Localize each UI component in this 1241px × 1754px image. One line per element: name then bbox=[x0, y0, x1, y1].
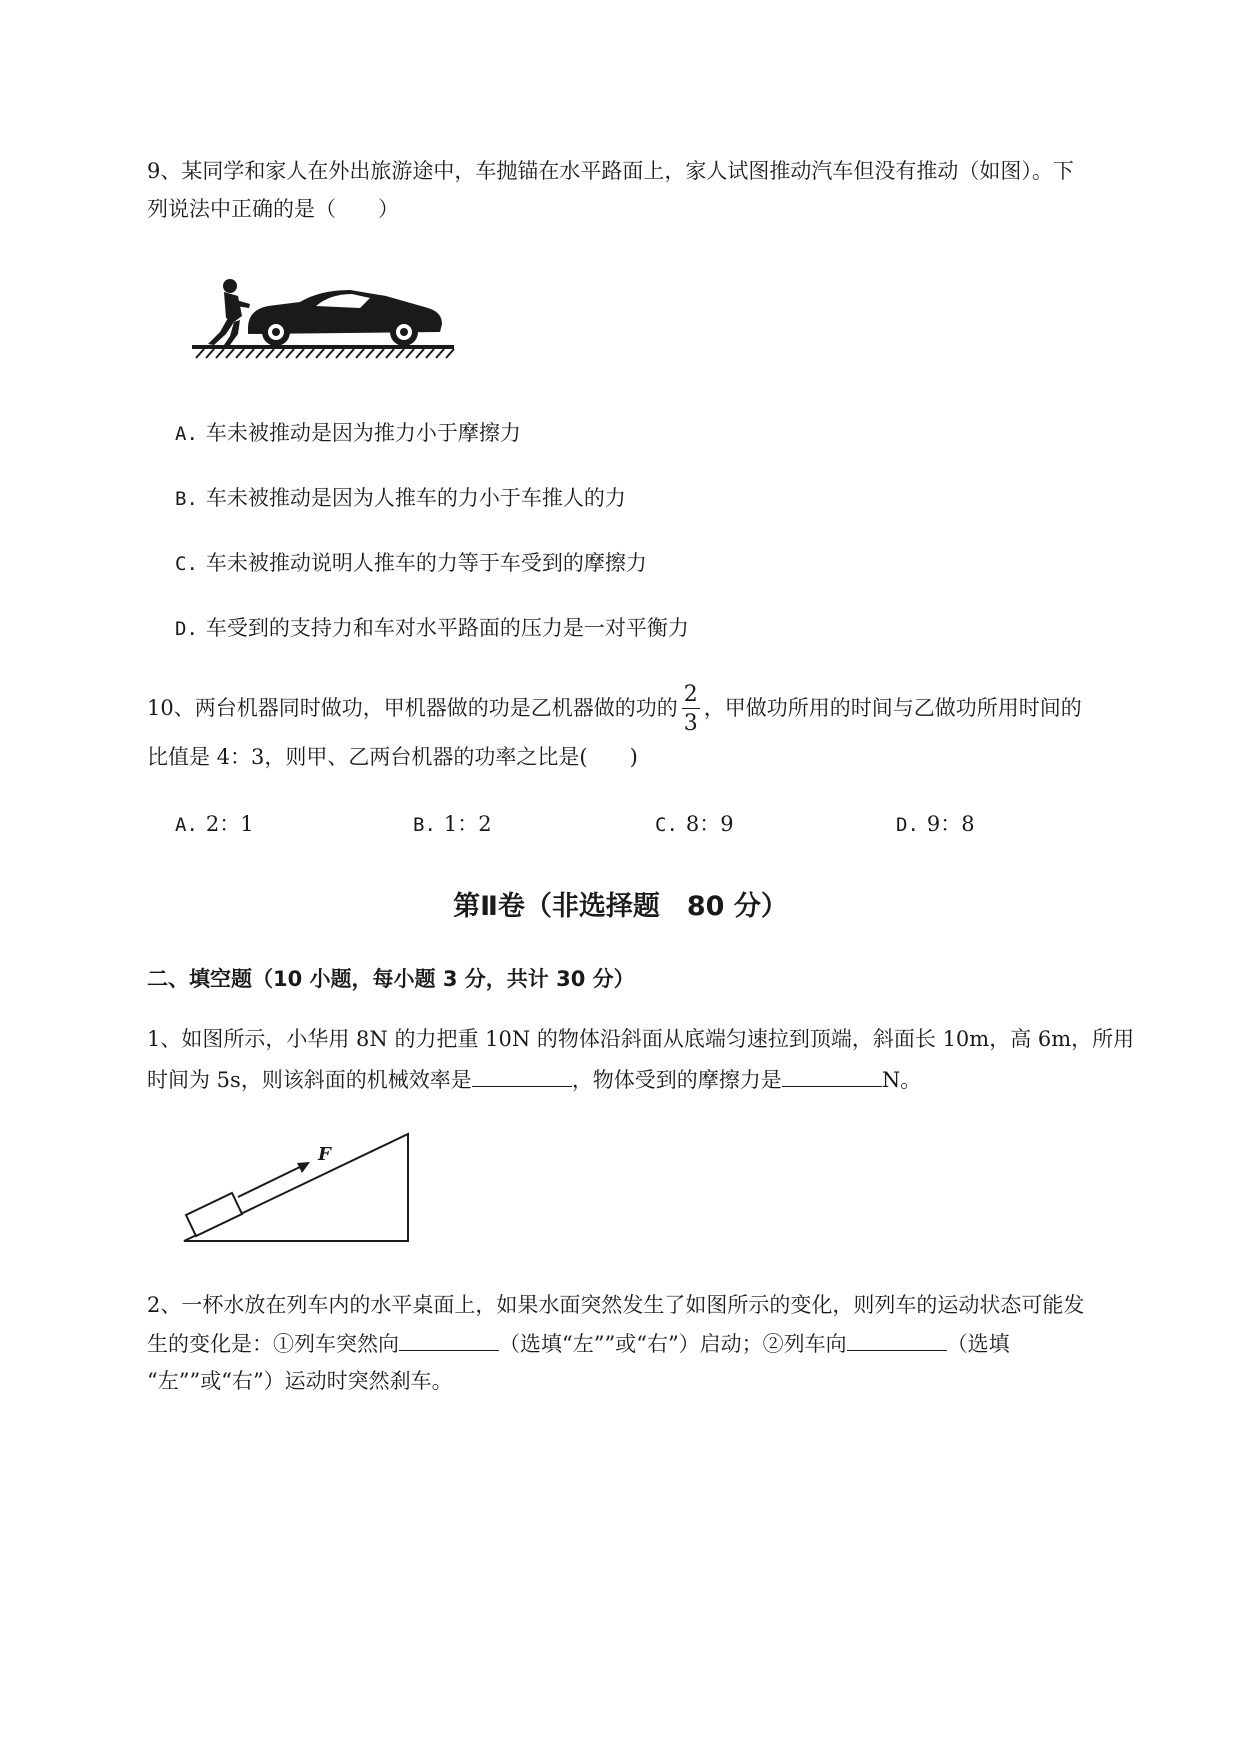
q9-stem-line1: 9、某同学和家人在外出旅游途中，车抛锚在水平路面上，家人试图推动汽车但没有推动（如图）。下 bbox=[147, 159, 1074, 183]
q10-stem-line1: 10、两台机器同时做功，甲机器做的功是乙机器做的功的 $\frac{2}{3}$ ，甲做功所用的时间与乙做功所用时间的 bbox=[147, 682, 1082, 736]
force-arrow bbox=[238, 1165, 304, 1197]
fraction: $\frac{2}{3}$ bbox=[683, 682, 698, 736]
fq1-stem-line2: 时间为 5s，则该斜面的机械效率是 ，物体受到的摩擦力是 N。 bbox=[147, 1064, 921, 1095]
ground-line bbox=[192, 345, 454, 349]
q10-option-d: D. 9：8 bbox=[896, 812, 975, 836]
q9-option-b: B. 车未被推动是因为人推车的力小于车推人的力 bbox=[175, 486, 626, 510]
q9-option-a: A. 车未被推动是因为推力小于摩擦力 bbox=[175, 421, 521, 445]
answer-blank-efficiency[interactable] bbox=[472, 1064, 572, 1087]
q10-option-a: A. 2：1 bbox=[175, 812, 254, 836]
answer-blank-brake-direction[interactable] bbox=[847, 1328, 947, 1351]
fq2-stem-line1: 2、一杯水放在列车内的水平桌面上，如果水面突然发生了如图所示的变化，则列车的运动状态可能发 bbox=[147, 1293, 1085, 1317]
q10-option-b: B. 1：2 bbox=[413, 812, 492, 836]
answer-blank-friction[interactable] bbox=[782, 1064, 882, 1087]
block bbox=[186, 1193, 242, 1236]
section-title: 第Ⅱ卷（非选择题 80 分） bbox=[453, 891, 788, 922]
ground-hatching bbox=[196, 349, 454, 358]
section-subheading: 二、填空题（10 小题，每小题 3 分，共计 30 分） bbox=[147, 967, 635, 991]
q9-stem-line2: 列说法中正确的是（ ） bbox=[147, 197, 399, 221]
fq1-stem-line1: 1、如图所示，小华用 8N 的力把重 10N 的物体沿斜面从底端匀速拉到顶端，斜面长 10m，高 6m，所用 bbox=[147, 1027, 1135, 1051]
person-silhouette bbox=[208, 279, 250, 345]
car-push-figure bbox=[190, 278, 460, 360]
q9-option-d: D. 车受到的支持力和车对水平路面的压力是一对平衡力 bbox=[175, 616, 689, 640]
answer-blank-start-direction[interactable] bbox=[399, 1328, 499, 1351]
q9-option-c: C. 车未被推动说明人推车的力等于车受到的摩擦力 bbox=[175, 551, 647, 575]
q10-option-c: C. 8：9 bbox=[655, 812, 734, 836]
q10-stem-line2: 比值是 4：3，则甲、乙两台机器的功率之比是( ) bbox=[147, 745, 638, 769]
fq2-stem-line2: 生的变化是：①列车突然向 （选填“左””或“右”）启动；②列车向 （选填 bbox=[147, 1328, 1010, 1359]
force-label: F bbox=[318, 1144, 331, 1165]
incline-figure bbox=[180, 1128, 420, 1248]
fq2-stem-line3: “左””或“右”）运动时突然刹车。 bbox=[147, 1369, 453, 1393]
